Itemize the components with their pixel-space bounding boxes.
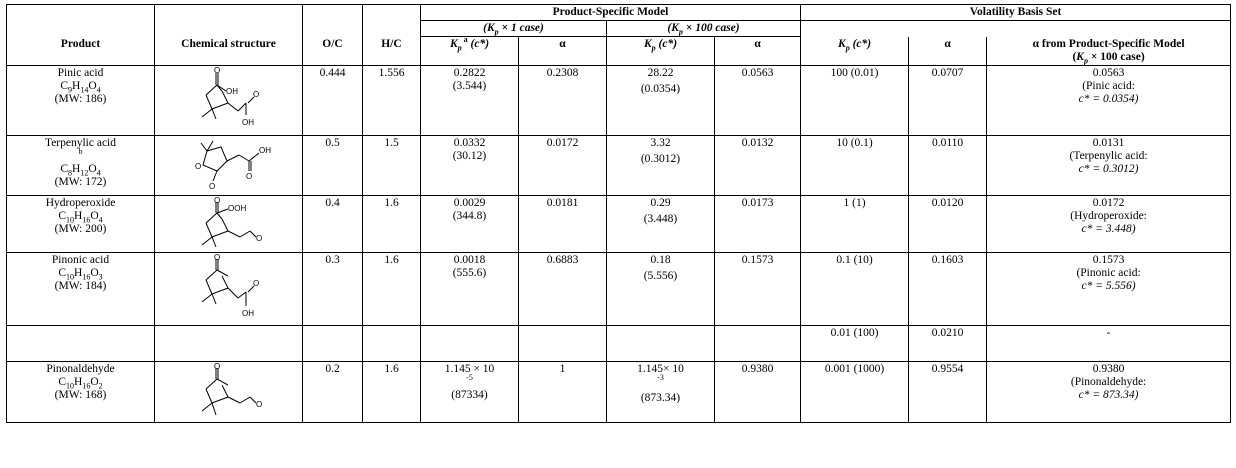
header-row-3 [7, 37, 1231, 66]
svg-text:OH: OH [258, 145, 271, 155]
structure-cell [155, 65, 303, 135]
pinic-acid-structure-icon [184, 67, 274, 133]
vbs-kp-cstar-header: $K_p$ (c*) [801, 37, 909, 66]
svg-text:O: O [255, 399, 262, 409]
structure-cell [155, 135, 303, 195]
vbs-alpha-header: α [909, 37, 987, 66]
pinonic-acid-structure-icon [184, 254, 274, 324]
pinonaldehyde-structure-icon [184, 363, 274, 421]
chemical-structure-header: Chemical structure [155, 37, 303, 66]
case-1-header: ($K_p \times 1$ case) [421, 21, 607, 37]
kp-cstar-case1-header: $K_p$ $^a$ (c*) [421, 37, 519, 66]
product-cell: Hydroperoxide $C_{10}H_{16}O_4$ (MW: 200) [7, 195, 155, 252]
data-table [6, 4, 1231, 423]
oc-header: O/C [303, 37, 363, 66]
product-header: Product [7, 37, 155, 66]
table-row: Pinonaldehyde $C_{10}H_{16}O_2$ (MW: 168) O O 0.2 1.6 1.145 × 10 $^{-5}$ (87334) 1 1.145× 10 $^{-3}$ (873.34) 0.9380 0.001 (1000) 0.9554 0.9380 (Pinonaldehyde: c* = 873.34) [7, 361, 1231, 422]
structure-cell [155, 361, 303, 422]
svg-text:OH: OH [241, 308, 254, 318]
table-row: Hydroperoxide $C_{10}H_{16}O_4$ (MW: 200) O OOH O 0.4 1.6 0.0029 (344.8) 0.0181 0.29 (3.448) 0.0173 1 (1) 0.0120 0.0172 (Hydroperoxide: c* = 3.448) [7, 195, 1231, 252]
svg-text:O: O [252, 278, 259, 288]
terpenylic-acid-structure-icon [179, 137, 279, 193]
header-row-2 [7, 21, 1231, 37]
table-row: Terpenylic acid $^b$ $C_8H_{12}O_4$ (MW: 172) O O OH O 0.5 1.5 0.0332 (30.12) 0.0172 3.32 (0.3012) 0.0132 10 (0.1) 0.0110 0.0131 (Terpenylic acid: c* = 0.3012) [7, 135, 1231, 195]
svg-text:O: O [213, 196, 220, 205]
hc-header: H/C [363, 37, 421, 66]
alpha-case100-header: α [715, 37, 801, 66]
svg-text:O: O [213, 66, 220, 75]
svg-text:O: O [194, 161, 201, 171]
product-cell: Pinonic acid $C_{10}H_{16}O_3$ (MW: 184) [7, 252, 155, 325]
structure-cell [155, 195, 303, 252]
svg-text:O: O [213, 362, 220, 371]
table-row: Pinic acid $C_9H_{14}O_4$ (MW: 186) O OH O OH 0.444 1.556 0.2822 (3.544) 0.2308 28.22 (0.0354) 0.0563 100 (0.01) 0.0707 0.0563 (Pinic acid: c* = 0.0354) [7, 65, 1231, 135]
volatility-basis-set-header: Volatility Basis Set [801, 5, 1231, 21]
table-row: 0.01 (100) 0.0210 - [7, 325, 1231, 361]
svg-text:O: O [255, 233, 262, 243]
product-cell: Pinic acid $C_9H_{14}O_4$ (MW: 186) [7, 65, 155, 135]
svg-text:OOH: OOH [227, 203, 246, 213]
product-cell: Pinonaldehyde $C_{10}H_{16}O_2$ (MW: 168) [7, 361, 155, 422]
hydroperoxide-structure-icon [184, 197, 274, 251]
svg-text:OH: OH [225, 86, 238, 96]
alpha-case1-header: α [519, 37, 607, 66]
table-row: Pinonic acid $C_{10}H_{16}O_3$ (MW: 184) O O OH 0.3 1.6 0.0018 (555.6) 0.6883 0.18 (5.556) 0.1573 0.1 (10) 0.1603 0.1573 (Pinonic acid: c* = 5.556) [7, 252, 1231, 325]
svg-text:O: O [252, 89, 259, 99]
case-100-header: ($K_p \times 100$ case) [607, 21, 801, 37]
svg-text:O: O [208, 181, 215, 191]
product-cell: Terpenylic acid $^b$ $C_8H_{12}O_4$ (MW: 172) [7, 135, 155, 195]
alpha-from-psm-header: α from Product-Specific Model ($K_p \times 100$ case) [987, 37, 1231, 66]
structure-cell [155, 252, 303, 325]
header-row-1 [7, 5, 1231, 21]
svg-text:O: O [213, 253, 220, 262]
svg-text:O: O [245, 171, 252, 181]
product-specific-model-header: Product-Specific Model [421, 5, 801, 21]
kp-cstar-case100-header: $K_p$ (c*) [607, 37, 715, 66]
svg-text:OH: OH [241, 117, 254, 127]
